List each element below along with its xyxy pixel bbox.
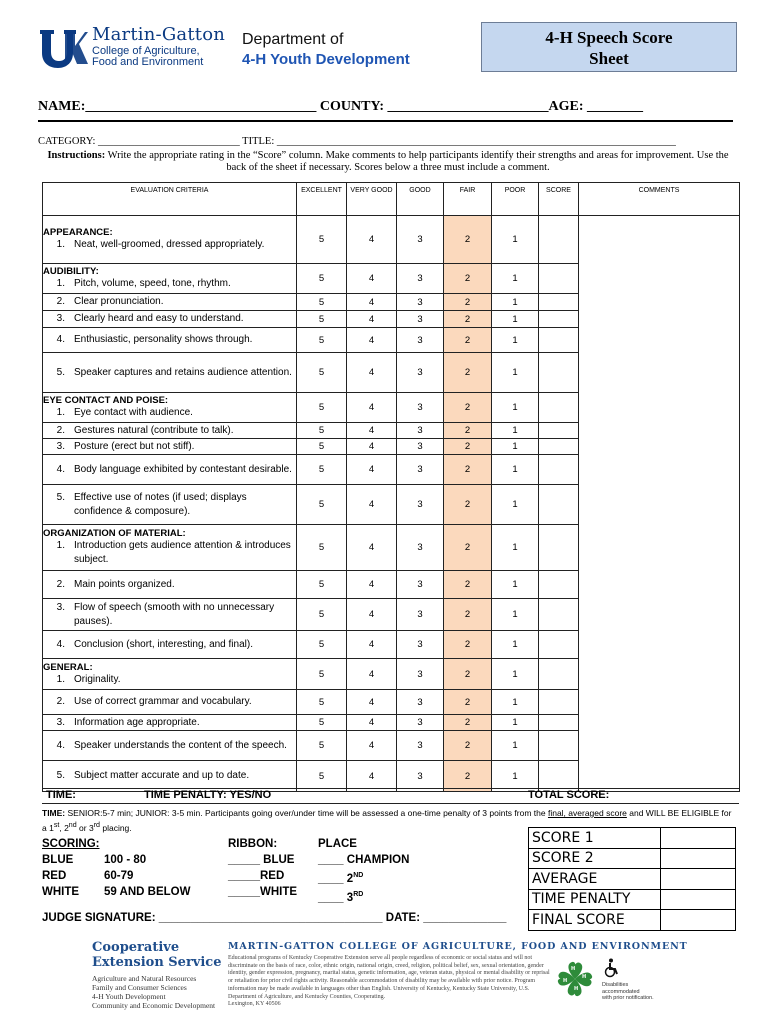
rating-3: 3: [397, 455, 444, 485]
rating-2: 2: [444, 455, 492, 485]
place-second[interactable]: ____ 2ND: [318, 872, 364, 885]
score1-value[interactable]: [661, 828, 736, 849]
scoring-range: 59 AND BELOW: [104, 886, 191, 898]
criterion-item: 2. Gestures natural (contribute to talk).: [56, 424, 234, 436]
criterion-item: 3. Posture (erect but not stiff).: [56, 440, 195, 452]
time-penalty-value[interactable]: [661, 889, 736, 910]
rating-2: 2: [444, 659, 492, 690]
rating-2: 2: [444, 311, 492, 328]
section-appearance: APPEARANCE:: [43, 227, 113, 238]
rating-4: 4: [347, 455, 397, 485]
criterion-item: 4. Conclusion (short, interesting, and final).: [56, 638, 253, 650]
rating-1: 1: [492, 216, 539, 264]
time-penalty-label[interactable]: TIME PENALTY: YES/NO: [144, 789, 272, 801]
ribbon-section: [228, 836, 297, 900]
scoring-color: RED: [42, 870, 67, 882]
time-penalty-summary-label: TIME PENALTY: [529, 889, 661, 910]
name-county-age-line[interactable]: NAME:_________________________________ COUNTY: _______________________AGE: ________: [38, 99, 643, 114]
section-general: GENERAL:: [43, 661, 93, 673]
rating-5: 5: [297, 328, 347, 353]
college-name: College of Agriculture, Food and Environment: [92, 45, 204, 68]
criterion-item: 5. Speaker captures and retains audience attention.: [56, 366, 292, 378]
average-value[interactable]: [661, 869, 736, 890]
score2-label: SCORE 2: [529, 848, 661, 869]
rating-1: 1: [492, 659, 539, 690]
table-row: [43, 216, 740, 264]
rating-1: 1: [492, 761, 539, 792]
rating-1: 1: [492, 264, 539, 294]
evaluation-table: [42, 182, 740, 792]
rating-1: 1: [492, 525, 539, 571]
rating-2: 2: [444, 761, 492, 792]
criterion-item: 3. Clearly heard and easy to understand.: [56, 313, 244, 324]
rating-5: 5: [297, 631, 347, 659]
rating-4: 4: [347, 571, 397, 599]
rating-2: 2: [444, 690, 492, 715]
rating-1: 1: [492, 294, 539, 311]
score-cell[interactable]: [539, 264, 579, 294]
rating-2: 2: [444, 571, 492, 599]
rating-3: 3: [397, 216, 444, 264]
rating-2: 2: [444, 525, 492, 571]
rating-3: 3: [397, 311, 444, 328]
svg-text:H: H: [582, 974, 587, 980]
header-poor: POOR: [492, 183, 539, 216]
rating-5: 5: [297, 353, 347, 393]
criterion-item: 3. Information age appropriate.: [56, 716, 200, 728]
criterion-item: 5. Effective use of notes (if used; displays confidence & composure).: [56, 491, 247, 517]
score-cell[interactable]: [539, 311, 579, 328]
rating-3: 3: [397, 485, 444, 525]
rating-1: 1: [492, 571, 539, 599]
rating-2: 2: [444, 731, 492, 761]
rating-4: 4: [347, 311, 397, 328]
extension-programs: Agriculture and Natural Resources Family and Consumer Sciences 4-H Youth Development Community and Economic Development: [92, 974, 216, 1010]
score-cell[interactable]: [539, 761, 579, 792]
criterion-item: 1. Originality.: [56, 673, 121, 685]
rating-4: 4: [347, 439, 397, 455]
rating-4: 4: [347, 690, 397, 715]
score-cell[interactable]: [539, 455, 579, 485]
rating-5: 5: [297, 311, 347, 328]
place-champion[interactable]: ____ CHAMPION: [318, 854, 410, 866]
score1-label: SCORE 1: [529, 828, 661, 849]
eeo-statement: Educational programs of Kentucky Cooperative Extension serve all people regardless of economic or social status and will not discriminate on the basis of race, color, ethnic origin, national origin, creed, religion, political belief, sex, sexual orientation, gender identity, gender expression, pregnancy, marital status, genetic information, age, veteran status, physical or mental disability or reprisal or retaliation for prior civil rights activity. Reasonable accommodation of disability may be available with prior notice. Program information may be made available in languages other than English. University of Kentucky, Kentucky State University, U.S. Department of Agriculture, and Kentucky Counties, Cooperating. Lexington, KY 40506: [228, 955, 550, 1008]
rating-5: 5: [297, 731, 347, 761]
rating-1: 1: [492, 311, 539, 328]
uk-logo-icon: [38, 26, 88, 70]
judge-signature-line[interactable]: JUDGE SIGNATURE: ___________________________________ DATE: _____________: [42, 912, 507, 924]
score2-value[interactable]: [661, 848, 736, 869]
criterion-item: 2. Main points organized.: [56, 578, 175, 590]
criterion-item: 1. Neat, well-groomed, dressed appropriately.: [56, 239, 265, 250]
rating-2: 2: [444, 485, 492, 525]
sheet-title-box: [481, 22, 737, 72]
rating-3: 3: [397, 690, 444, 715]
header-excellent: EXCELLENT: [297, 183, 347, 216]
section-organization: ORGANIZATION OF MATERIAL:: [43, 528, 186, 539]
accessibility-icon: [604, 958, 620, 978]
score-cell[interactable]: [539, 731, 579, 761]
rating-1: 1: [492, 393, 539, 423]
score-cell[interactable]: [539, 423, 579, 439]
rating-5: 5: [297, 690, 347, 715]
header-very-good: VERY GOOD: [347, 183, 397, 216]
scoring-color: BLUE: [42, 854, 74, 866]
rating-5: 5: [297, 715, 347, 731]
rating-3: 3: [397, 393, 444, 423]
criterion-item: 4. Body language exhibited by contestant desirable.: [56, 463, 292, 475]
rating-5: 5: [297, 525, 347, 571]
rating-2: 2: [444, 353, 492, 393]
rating-2: 2: [444, 328, 492, 353]
criterion-item: 5. Subject matter accurate and up to date.: [56, 770, 250, 781]
rating-4: 4: [347, 599, 397, 631]
rating-5: 5: [297, 439, 347, 455]
score-cell[interactable]: [539, 353, 579, 393]
rating-5: 5: [297, 571, 347, 599]
score-cell[interactable]: [539, 485, 579, 525]
rating-2: 2: [444, 393, 492, 423]
rating-2: 2: [444, 599, 492, 631]
rating-4: 4: [347, 353, 397, 393]
rating-4: 4: [347, 485, 397, 525]
ribbon-label: RIBBON:: [228, 838, 278, 850]
rating-4: 4: [347, 525, 397, 571]
rating-3: 3: [397, 761, 444, 792]
rating-5: 5: [297, 294, 347, 311]
time-label: TIME:: [46, 789, 76, 801]
ribbon-blue[interactable]: _____ BLUE: [228, 854, 295, 866]
rating-5: 5: [297, 393, 347, 423]
college-footer-title: MARTIN-GATTON COLLEGE OF AGRICULTURE, FOOD AND ENVIRONMENT: [228, 941, 688, 952]
rating-1: 1: [492, 715, 539, 731]
time-note: TIME: SENIOR:5-7 min; JUNIOR: 3-5 min. Participants going over/under time will be assessed a one-time penalty of 3 points from the final, averaged score and WILL BE ELIGIBLE for a 1st, 2nd or 3rd placing.: [42, 808, 732, 833]
place-label: PLACE: [318, 838, 357, 850]
score-cell[interactable]: [539, 599, 579, 631]
instructions: Instructions: Write the appropriate rating in the “Score” column. Make comments to help participants identify their strengths and areas for improvement. Use the back of the sheet if necessary. Scores below a three must include a comment.: [47, 150, 729, 173]
time-row: [42, 788, 739, 804]
header-fair: FAIR: [444, 183, 492, 216]
category-title-line[interactable]: CATEGORY: ___________________________ TITLE: ____________________________________________________________________________: [38, 136, 676, 147]
criterion-item: 2. Clear pronunciation.: [56, 296, 164, 307]
final-score-label: FINAL SCORE: [529, 910, 661, 931]
rating-3: 3: [397, 423, 444, 439]
score-cell[interactable]: [539, 294, 579, 311]
institution-name: Martin-Gatton: [92, 24, 226, 45]
cooperative-extension-title: Cooperative Extension Service: [92, 940, 222, 970]
rating-3: 3: [397, 659, 444, 690]
place-third[interactable]: ____ 3RD: [318, 890, 364, 904]
rating-3: 3: [397, 631, 444, 659]
4h-clover-icon: [554, 958, 596, 1000]
scoring-label: SCORING:: [42, 838, 100, 850]
rating-4: 4: [347, 294, 397, 311]
rating-4: 4: [347, 631, 397, 659]
comments-cell[interactable]: [579, 216, 740, 792]
criterion-item: 2. Use of correct grammar and vocabulary.: [56, 696, 252, 707]
svg-text:H: H: [574, 986, 579, 992]
header-comments: COMMENTS: [579, 183, 740, 216]
rating-2: 2: [444, 294, 492, 311]
rating-4: 4: [347, 423, 397, 439]
rating-1: 1: [492, 485, 539, 525]
ribbon-red[interactable]: _____RED: [228, 870, 285, 882]
rating-4: 4: [347, 216, 397, 264]
score-cell[interactable]: [539, 393, 579, 423]
rating-1: 1: [492, 631, 539, 659]
rating-4: 4: [347, 659, 397, 690]
rating-2: 2: [444, 216, 492, 264]
rating-5: 5: [297, 599, 347, 631]
rating-4: 4: [347, 264, 397, 294]
rating-1: 1: [492, 455, 539, 485]
department-name: 4-H Youth Development: [242, 51, 410, 68]
rating-4: 4: [347, 761, 397, 792]
header-good: GOOD: [397, 183, 444, 216]
criterion-item: 4. Speaker understands the content of the speech.: [56, 739, 287, 751]
rating-3: 3: [397, 328, 444, 353]
accessibility-note: Disabilities accommodated with prior notification.: [602, 982, 654, 1001]
rating-1: 1: [492, 731, 539, 761]
rating-1: 1: [492, 423, 539, 439]
svg-text:H: H: [563, 978, 568, 984]
rating-2: 2: [444, 264, 492, 294]
rating-3: 3: [397, 731, 444, 761]
rating-5: 5: [297, 485, 347, 525]
ribbon-white[interactable]: _____WHITE: [228, 886, 298, 898]
score-cell[interactable]: [539, 439, 579, 455]
rating-2: 2: [444, 423, 492, 439]
rating-3: 3: [397, 599, 444, 631]
score-cell[interactable]: [539, 690, 579, 715]
rating-3: 3: [397, 571, 444, 599]
rating-1: 1: [492, 328, 539, 353]
rating-5: 5: [297, 216, 347, 264]
score-cell[interactable]: [539, 659, 579, 690]
final-score-value[interactable]: [661, 910, 736, 931]
rating-5: 5: [297, 264, 347, 294]
criterion-item: 4. Enthusiastic, personality shows through.: [56, 334, 253, 345]
section-audibility: AUDIBILITY:: [43, 266, 99, 277]
section-eye-contact: EYE CONTACT AND POISE:: [43, 395, 169, 406]
score-cell[interactable]: [539, 216, 579, 264]
criterion-item: 1. Eye contact with audience.: [56, 407, 193, 418]
score-cell[interactable]: [539, 571, 579, 599]
scoring-section: [42, 836, 190, 900]
rating-1: 1: [492, 690, 539, 715]
header-criteria: EVALUATION CRITERIA: [43, 183, 297, 216]
department-label: Department of: [242, 31, 344, 48]
rating-1: 1: [492, 599, 539, 631]
score-cell[interactable]: [539, 525, 579, 571]
rating-3: 3: [397, 715, 444, 731]
score-summary-table: [528, 827, 736, 931]
score-cell[interactable]: [539, 328, 579, 353]
rating-1: 1: [492, 353, 539, 393]
criterion-item: 1. Introduction gets audience attention & introduces subject.: [56, 540, 291, 565]
rating-3: 3: [397, 294, 444, 311]
sheet-title-line2: Sheet: [589, 49, 629, 68]
header-divider: [38, 120, 733, 122]
rating-5: 5: [297, 659, 347, 690]
average-label: AVERAGE: [529, 869, 661, 890]
rating-3: 3: [397, 439, 444, 455]
rating-4: 4: [347, 393, 397, 423]
rating-5: 5: [297, 423, 347, 439]
rating-1: 1: [492, 439, 539, 455]
rating-3: 3: [397, 353, 444, 393]
place-section: [318, 836, 409, 906]
scoring-range: 100 - 80: [104, 854, 147, 866]
rating-2: 2: [444, 439, 492, 455]
score-cell[interactable]: [539, 631, 579, 659]
sheet-title-line1: 4-H Speech Score: [545, 28, 673, 47]
rating-3: 3: [397, 525, 444, 571]
rating-2: 2: [444, 631, 492, 659]
header-score: SCORE: [539, 183, 579, 216]
rating-3: 3: [397, 264, 444, 294]
rating-4: 4: [347, 731, 397, 761]
rating-5: 5: [297, 455, 347, 485]
rating-2: 2: [444, 715, 492, 731]
score-cell[interactable]: [539, 715, 579, 731]
rating-4: 4: [347, 715, 397, 731]
criterion-item: 3. Flow of speech (smooth with no unnecessary pauses).: [56, 601, 275, 627]
scoring-color: WHITE: [42, 886, 80, 898]
criterion-item: 1. Pitch, volume, speed, tone, rhythm.: [56, 278, 231, 289]
total-score-label: TOTAL SCORE:: [528, 789, 610, 801]
scoring-range: 60-79: [104, 870, 134, 882]
rating-5: 5: [297, 761, 347, 792]
rating-4: 4: [347, 328, 397, 353]
svg-text:H: H: [571, 966, 576, 972]
